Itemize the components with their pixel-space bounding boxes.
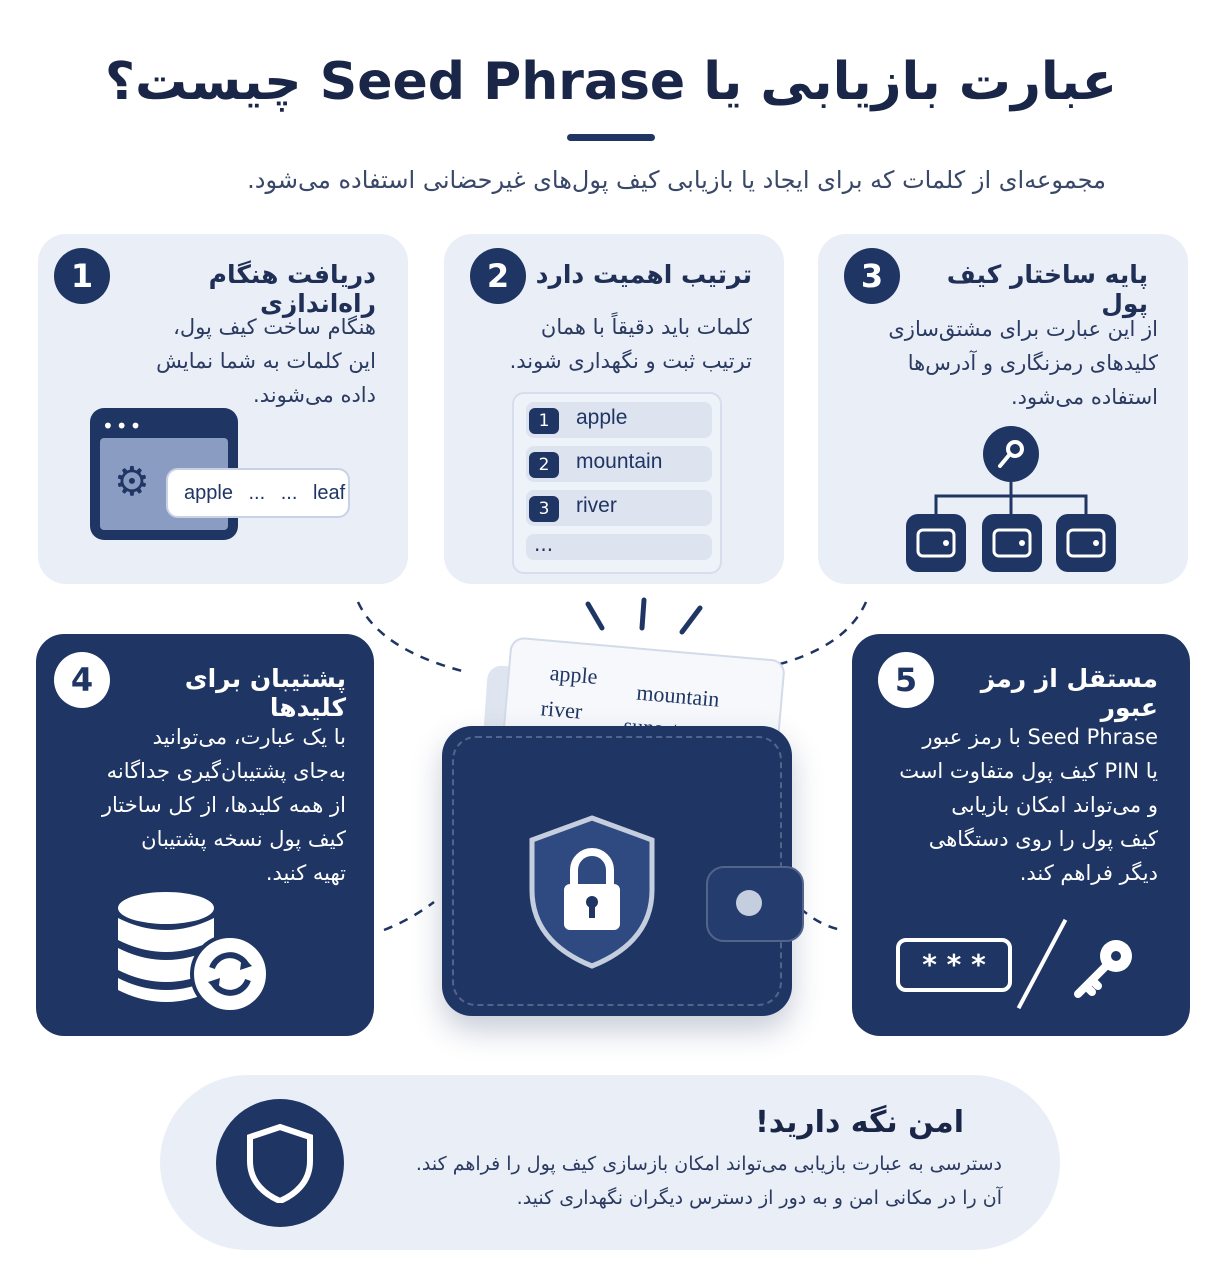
key-icon [983,426,1039,482]
wallet-icon [442,726,792,1016]
card-title: دریافت هنگام راه‌اندازی [208,260,376,318]
card-body: Seed Phrase با رمز عبور یا PIN کیف پول متفاوت است و می‌تواند امکان بازیابی کیف پول را روی دستگاهی دیگر فراهم کند. [899,725,1158,885]
card-title: مستقل از رمز عبور [980,664,1158,722]
card-number: 3 [844,248,900,304]
card-setup [38,234,408,584]
card-number: 2 [470,248,526,304]
shield-lock-icon [522,812,662,972]
card-body: کلمات باید دقیقاً با همان ترتیب ثبت و نگهداری شوند. [509,315,752,373]
card-body: هنگام ساخت کیف پول، این کلمات به شما نمایش داده می‌شوند. [156,315,376,407]
card-body: از این عبارت برای مشتق‌سازی کلیدهای رمزنگاری و آدرس‌ها استفاده می‌شود. [888,317,1158,409]
list-item: 2 mountain [526,446,712,482]
banner-title: امن نگه دارید! [755,1105,964,1140]
list-item-more: ... [526,534,712,560]
banner-line-2: آن را در مکانی امن و به دور از دسترس دیگران نگهداری کنید. [516,1187,1002,1209]
page-title: عبارت بازیابی یا Seed Phrase چیست؟ [104,52,1118,112]
browser-window-icon: ••• ⚙ [90,408,238,540]
banner-line-1: دسترسی به عبارت بازیابی می‌تواند امکان بازسازی کیف پول را فراهم کند. [415,1153,1002,1175]
card-title: پایه ساختار کیف پول [946,260,1148,318]
card-number: 1 [54,248,110,304]
card-title: پشتیبان برای کلیدها [184,664,346,722]
sync-icon [192,936,268,1012]
word-list [512,392,722,574]
wallet-icon [1056,514,1116,572]
password-field-icon: * * * [896,938,1012,992]
sparkle-lines [580,594,710,644]
card-body: با یک عبارت، می‌توانید به‌جای پشتیبان‌گیری جداگانه از همه کلیدها، از کل ساختار کیف پول نسخه پشتیبان تهیه کنید. [101,725,346,885]
wallet-icon [982,514,1042,572]
card-title: ترتیب اهمیت دارد [535,260,752,289]
card-order [444,234,784,584]
seed-phrase-paper: apple mountain river [494,636,786,853]
card-number: 5 [878,652,934,708]
center-wallet-illustration [420,594,810,1044]
seed-words-field: apple ... ... leaf [166,468,350,518]
gear-icon: ⚙ [114,459,150,505]
key-icon [1070,932,1140,1002]
banner-icon-circle [216,1099,344,1227]
wallet-clasp [706,866,804,942]
safety-banner [160,1075,1060,1250]
card-structure [818,234,1188,584]
card-number: 4 [54,652,110,708]
list-item: 3 river [526,490,712,526]
shield-icon [244,1123,316,1203]
title-underline [567,134,655,141]
page-subtitle: مجموعه‌ای از کلمات که برای ایجاد یا بازیابی کیف پول‌های غیرحضانی استفاده می‌شود. [247,166,1106,194]
key-tree-diagram [898,424,1128,574]
list-item: 1 apple [526,402,712,438]
wallet-icon [906,514,966,572]
